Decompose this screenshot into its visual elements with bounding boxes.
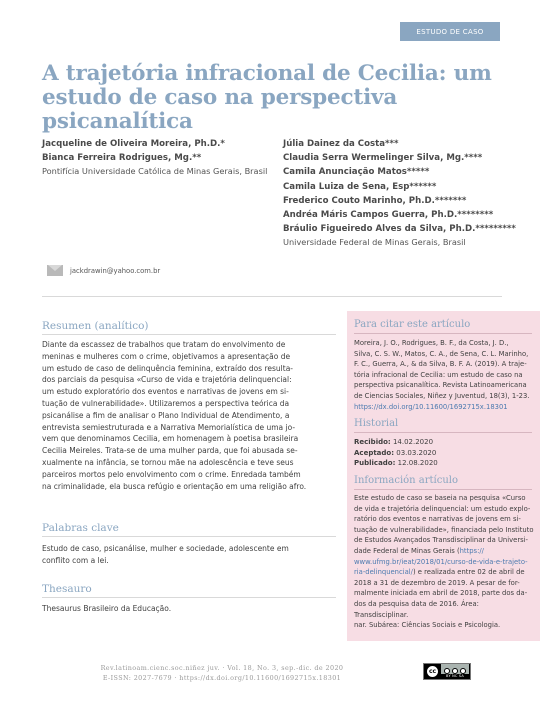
- footer-journal: Rev.latinoam.cienc.soc.niñez juv. · Vol. 18, No. 3, sep.-dic. de 2020: [100, 664, 344, 672]
- affiliation: Pontifícia Universidade Católica de Minas Gerais, Brasil: [42, 166, 268, 177]
- author: Júlia Dainez da Costa***: [283, 139, 399, 149]
- text-line: malmente iniciada em abril de 2018, parte dos da-: [354, 589, 528, 598]
- historial-value: 03.03.2020: [396, 448, 437, 457]
- text-line: conflito com a lei.: [42, 555, 109, 565]
- text-line: nar. Subárea: Ciências Sociais e Psicologia.: [354, 621, 501, 630]
- divider: [354, 432, 532, 433]
- text-line: ratório dos eventos e narrativas de jovens em si-: [354, 515, 521, 524]
- info-link[interactable]: ria-delinquencial/: [354, 568, 413, 577]
- text-line: tuação de vulnerabilidade», financiada pelo Instituto: [354, 525, 534, 534]
- divider: [42, 536, 336, 537]
- affiliation: Universidade Federal de Minas Gerais, Brasil: [283, 237, 466, 248]
- text-line: Diante da escassez de trabalhos que tratam do envolvimento de: [42, 340, 286, 349]
- text-line: de vida e trajetória delinquencial: um estudo explo-: [354, 504, 531, 513]
- text-span: ) e realizada entre 02 de abril de: [412, 568, 525, 577]
- mail-icon: [47, 265, 63, 276]
- authors-right: [283, 137, 523, 248]
- text-line: tória infracional de Cecilia: um estudo de caso na: [354, 370, 523, 379]
- historial-item: [354, 437, 438, 448]
- section-tag: ESTUDO DE CASO: [400, 22, 500, 41]
- cc-conditions: [441, 664, 469, 679]
- text-line: parceiros mortos pelo envolvimento com o crime. Enredada também: [42, 469, 301, 479]
- text-line: um estudo de caso de delinquência feminina, extraído dos resulta-: [42, 363, 293, 373]
- text-line: 2018 a 31 de dezembro de 2019. A pesar de for-: [354, 578, 520, 587]
- article-title: A trajetória infracional de Cecilia: um estudo de caso na perspectiva psicanalítica: [42, 61, 492, 134]
- text-line: Cecilia Meireles. Trata-se de uma mulher parda, que foi abusada se-: [42, 446, 298, 456]
- text-line: dos parciais da pesquisa «Curso de vida e trajetória delinquencial:: [42, 375, 292, 385]
- text-line: perspectiva psicanalítica. Revista Latinoamericana: [354, 381, 527, 390]
- historial-label: Aceptado:: [354, 448, 395, 457]
- text-line: de Ciencias Sociales, Niñez y Juventud, 18(3), 1-23.: [354, 391, 530, 400]
- text-line: [354, 546, 534, 557]
- author: Jacqueline de Oliveira Moreira, Ph.D.*: [42, 139, 225, 149]
- contact-email[interactable]: jackdrawin@yahoo.com.br: [70, 266, 161, 275]
- info-text: [354, 493, 534, 631]
- divider: [354, 333, 532, 334]
- palabras-clave-heading: Palabras clave: [42, 522, 119, 534]
- text-line: Moreira, J. O., Rodrigues, B. F., da Costa, J. D.,: [354, 339, 509, 347]
- citation-text: [354, 338, 534, 412]
- historial-item: [354, 458, 438, 469]
- divider: [354, 489, 532, 490]
- historial-list: [354, 437, 438, 469]
- citar-heading: Para citar este artículo: [354, 319, 471, 330]
- historial-value: 14.02.2020: [392, 438, 434, 446]
- divider: [42, 296, 502, 297]
- info-link[interactable]: https://: [459, 546, 484, 555]
- footer: [42, 664, 402, 683]
- cc-icon: cc: [426, 665, 439, 678]
- text-line: psicanálise a fim de analisar o Plano Individual de Atendimento, a: [42, 410, 290, 420]
- text-line: entrevista semiestruturada e a Narrativa Memorialística de uma jo-: [42, 422, 296, 432]
- resumen-heading: Resumen (analítico): [42, 320, 149, 332]
- text-line: Silva, C. S. W., Matos, C. A., de Sena, C. L. Marinho,: [354, 349, 529, 358]
- text-line: Este estudo de caso se baseia na pesquisa «Curso: [354, 494, 526, 502]
- info-link[interactable]: www.ufmg.br/ieat/2018/01/curso-de-vida-e-trajeto-: [354, 557, 528, 566]
- historial-heading: Historial: [354, 418, 399, 429]
- text-line: vem que denominamos Cecilia, em homenagem à poetisa brasileira: [42, 434, 299, 444]
- historial-value: 12.08.2020: [397, 459, 438, 467]
- footer-issn: E-ISSN: 2027-7679 · https://dx.doi.org/10.11600/1692715x.18301: [102, 673, 342, 682]
- text-line: meninas e mulheres com o crime, objetivamos a apresentação de: [42, 351, 291, 361]
- text-line: xualmente na infância, se tornou mãe na adolescência e teve seus: [42, 457, 294, 467]
- cc-terms: BY NC SA: [441, 674, 469, 679]
- text-line: na criminalidade, ela busca refúgio e orientação em uma religião afro.: [42, 481, 307, 491]
- text-line: um estudo exploratório dos eventos e narrativas de jovens em si-: [42, 387, 289, 397]
- author: Camila Anunciação Matos*****: [283, 167, 430, 178]
- divider: [42, 597, 336, 598]
- authors-left: [42, 137, 272, 177]
- author: Bráulio Figueiredo Alves da Silva, Ph.D.*********: [283, 224, 516, 235]
- text-line: F. C., Guerra, A., & da Silva, B. F. A. (2019). A traje-: [354, 360, 527, 369]
- text-line: Estudo de caso, psicanálise, mulher e sociedade, adolescente em: [42, 544, 289, 553]
- author: Bianca Ferreira Rodrigues, Mg.**: [42, 153, 202, 164]
- historial-label: Publicado:: [354, 459, 396, 467]
- text-line: dos da pesquisa data de 2016. Área: Transdisciplinar.: [354, 599, 479, 619]
- palabras-clave-body: [42, 543, 342, 567]
- text-line: de Estudos Avançados Transdisciplinar da Universi-: [354, 536, 529, 545]
- author: Claudia Serra Wermelinger Silva, Mg.****: [283, 153, 483, 164]
- author: Camila Luiza de Sena, Esp******: [283, 181, 437, 192]
- text-line: tuação de vulnerabilidade». Utilizaremos a perspectiva teórica da: [42, 398, 290, 408]
- cc-license-badge[interactable]: [423, 663, 471, 680]
- text-span: dade Federal de Minas Gerais (: [354, 546, 460, 555]
- author: Frederico Couto Marinho, Ph.D.*******: [283, 195, 467, 206]
- text-line: [354, 567, 534, 578]
- author: Andréa Máris Campos Guerra, Ph.D.********: [283, 210, 494, 221]
- thesauro-heading: Thesauro: [42, 583, 92, 595]
- divider: [42, 334, 336, 335]
- citation-doi-link[interactable]: https://dx.doi.org/10.11600/1692715x.18301: [354, 402, 508, 411]
- thesauro-body: Thesaurus Brasileiro da Educação.: [42, 604, 172, 613]
- historial-item: [354, 448, 438, 459]
- resumen-body: [42, 339, 342, 492]
- info-heading: Información artículo: [354, 475, 458, 486]
- contact-email-row: [47, 265, 160, 276]
- historial-label: Recibido:: [354, 438, 391, 446]
- top-bar: [0, 0, 540, 12]
